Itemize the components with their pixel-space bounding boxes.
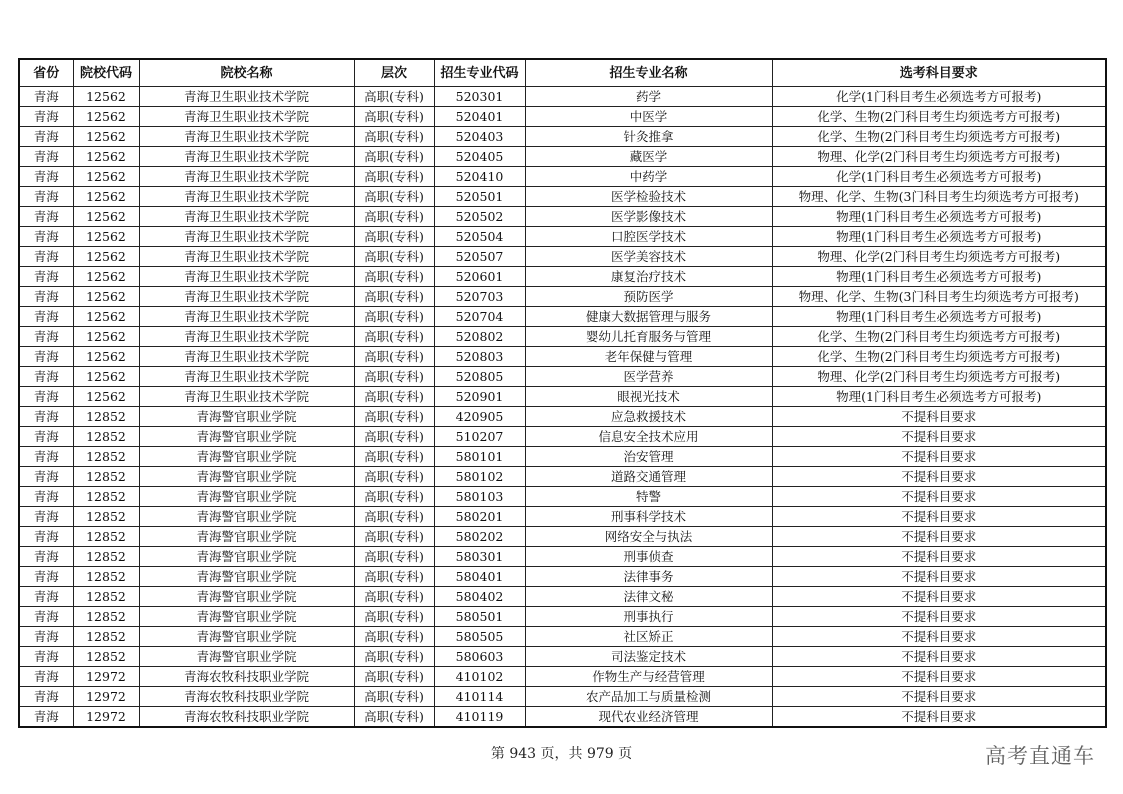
table-row (19, 287, 1106, 307)
cell-level: 高职(专科) (354, 627, 434, 647)
cell-level: 高职(专科) (354, 247, 434, 267)
cell-school-name: 青海警官职业学院 (139, 467, 354, 487)
cell-major-name: 医学美容技术 (525, 247, 772, 267)
cell-major-code: 520601 (434, 267, 525, 287)
table-row (19, 547, 1106, 567)
cell-subject-requirement: 不提科目要求 (772, 567, 1106, 587)
cell-school-code: 12852 (73, 467, 139, 487)
cell-province: 青海 (19, 467, 73, 487)
cell-school-code: 12852 (73, 607, 139, 627)
cell-subject-requirement: 化学(1门科目考生必须选考方可报考) (772, 167, 1106, 187)
cell-province: 青海 (19, 627, 73, 647)
cell-school-code: 12562 (73, 367, 139, 387)
cell-subject-requirement: 化学、生物(2门科目考生均须选考方可报考) (772, 107, 1106, 127)
cell-major-name: 中医学 (525, 107, 772, 127)
cell-subject-requirement: 物理(1门科目考生必须选考方可报考) (772, 307, 1106, 327)
cell-subject-requirement: 物理、化学、生物(3门科目考生均须选考方可报考) (772, 287, 1106, 307)
cell-school-code: 12972 (73, 707, 139, 728)
cell-major-code: 520704 (434, 307, 525, 327)
table-row (19, 687, 1106, 707)
cell-subject-requirement: 不提科目要求 (772, 667, 1106, 687)
cell-school-name: 青海警官职业学院 (139, 547, 354, 567)
cell-major-name: 老年保健与管理 (525, 347, 772, 367)
cell-school-code: 12852 (73, 427, 139, 447)
table-row (19, 707, 1106, 728)
cell-level: 高职(专科) (354, 207, 434, 227)
cell-subject-requirement: 不提科目要求 (772, 687, 1106, 707)
cell-province: 青海 (19, 587, 73, 607)
cell-school-code: 12562 (73, 287, 139, 307)
table-row (19, 647, 1106, 667)
table-row (19, 447, 1106, 467)
cell-school-code: 12562 (73, 187, 139, 207)
cell-subject-requirement: 不提科目要求 (772, 507, 1106, 527)
cell-school-name: 青海卫生职业技术学院 (139, 127, 354, 147)
cell-major-code: 580501 (434, 607, 525, 627)
cell-major-name: 口腔医学技术 (525, 227, 772, 247)
cell-subject-requirement: 物理、化学(2门科目考生均须选考方可报考) (772, 367, 1106, 387)
cell-subject-requirement: 物理(1门科目考生必须选考方可报考) (772, 227, 1106, 247)
cell-major-name: 作物生产与经营管理 (525, 667, 772, 687)
cell-subject-requirement: 不提科目要求 (772, 427, 1106, 447)
cell-level: 高职(专科) (354, 327, 434, 347)
cell-school-name: 青海卫生职业技术学院 (139, 187, 354, 207)
cell-major-name: 农产品加工与质量检测 (525, 687, 772, 707)
table-row (19, 527, 1106, 547)
cell-school-name: 青海警官职业学院 (139, 407, 354, 427)
cell-school-code: 12562 (73, 167, 139, 187)
table-row (19, 307, 1106, 327)
cell-school-code: 12562 (73, 87, 139, 107)
cell-level: 高职(专科) (354, 87, 434, 107)
cell-province: 青海 (19, 167, 73, 187)
cell-level: 高职(专科) (354, 307, 434, 327)
cell-major-code: 520405 (434, 147, 525, 167)
table-row (19, 667, 1106, 687)
admission-requirements-table (18, 58, 1107, 728)
table-header-row (19, 59, 1106, 87)
cell-major-name: 道路交通管理 (525, 467, 772, 487)
cell-province: 青海 (19, 407, 73, 427)
cell-province: 青海 (19, 547, 73, 567)
cell-province: 青海 (19, 487, 73, 507)
cell-major-code: 520703 (434, 287, 525, 307)
cell-school-name: 青海警官职业学院 (139, 567, 354, 587)
cell-major-name: 眼视光技术 (525, 387, 772, 407)
cell-school-code: 12562 (73, 207, 139, 227)
cell-subject-requirement: 物理、化学(2门科目考生均须选考方可报考) (772, 247, 1106, 267)
cell-subject-requirement: 物理(1门科目考生必须选考方可报考) (772, 207, 1106, 227)
cell-major-code: 410102 (434, 667, 525, 687)
cell-major-code: 510207 (434, 427, 525, 447)
header-subject-requirement: 选考科目要求 (772, 59, 1106, 87)
cell-major-code: 520502 (434, 207, 525, 227)
cell-subject-requirement: 不提科目要求 (772, 447, 1106, 467)
cell-school-code: 12562 (73, 147, 139, 167)
cell-level: 高职(专科) (354, 707, 434, 728)
cell-major-code: 580505 (434, 627, 525, 647)
cell-level: 高职(专科) (354, 267, 434, 287)
cell-major-name: 医学影像技术 (525, 207, 772, 227)
cell-subject-requirement: 不提科目要求 (772, 467, 1106, 487)
cell-subject-requirement: 不提科目要求 (772, 607, 1106, 627)
cell-school-name: 青海警官职业学院 (139, 587, 354, 607)
cell-major-name: 医学营养 (525, 367, 772, 387)
cell-subject-requirement: 不提科目要求 (772, 547, 1106, 567)
cell-major-code: 520802 (434, 327, 525, 347)
cell-school-name: 青海卫生职业技术学院 (139, 207, 354, 227)
cell-major-name: 刑事执行 (525, 607, 772, 627)
cell-level: 高职(专科) (354, 567, 434, 587)
cell-major-code: 520803 (434, 347, 525, 367)
cell-major-code: 410119 (434, 707, 525, 728)
cell-level: 高职(专科) (354, 647, 434, 667)
header-province: 省份 (19, 59, 73, 87)
cell-province: 青海 (19, 127, 73, 147)
cell-major-code: 420905 (434, 407, 525, 427)
cell-province: 青海 (19, 247, 73, 267)
table-row (19, 187, 1106, 207)
cell-province: 青海 (19, 507, 73, 527)
cell-major-name: 针灸推拿 (525, 127, 772, 147)
cell-subject-requirement: 不提科目要求 (772, 587, 1106, 607)
table-row (19, 587, 1106, 607)
cell-province: 青海 (19, 287, 73, 307)
cell-school-code: 12852 (73, 647, 139, 667)
cell-level: 高职(专科) (354, 587, 434, 607)
cell-school-name: 青海卫生职业技术学院 (139, 387, 354, 407)
cell-province: 青海 (19, 707, 73, 728)
cell-level: 高职(专科) (354, 687, 434, 707)
cell-major-code: 520401 (434, 107, 525, 127)
cell-province: 青海 (19, 347, 73, 367)
cell-school-code: 12852 (73, 587, 139, 607)
table-row (19, 407, 1106, 427)
cell-subject-requirement: 化学、生物(2门科目考生均须选考方可报考) (772, 327, 1106, 347)
cell-level: 高职(专科) (354, 107, 434, 127)
cell-level: 高职(专科) (354, 607, 434, 627)
cell-subject-requirement: 化学、生物(2门科目考生均须选考方可报考) (772, 127, 1106, 147)
cell-school-code: 12562 (73, 347, 139, 367)
cell-major-code: 580102 (434, 467, 525, 487)
cell-province: 青海 (19, 327, 73, 347)
cell-subject-requirement: 化学、生物(2门科目考生均须选考方可报考) (772, 347, 1106, 367)
cell-level: 高职(专科) (354, 147, 434, 167)
table-row (19, 167, 1106, 187)
cell-major-code: 580103 (434, 487, 525, 507)
table-row (19, 367, 1106, 387)
cell-major-code: 580603 (434, 647, 525, 667)
cell-subject-requirement: 不提科目要求 (772, 627, 1106, 647)
cell-major-name: 刑事科学技术 (525, 507, 772, 527)
table-row (19, 267, 1106, 287)
cell-subject-requirement: 不提科目要求 (772, 527, 1106, 547)
table-row (19, 127, 1106, 147)
table-row (19, 387, 1106, 407)
table-row (19, 607, 1106, 627)
cell-major-name: 法律文秘 (525, 587, 772, 607)
cell-school-name: 青海农牧科技职业学院 (139, 707, 354, 728)
cell-province: 青海 (19, 227, 73, 247)
cell-province: 青海 (19, 87, 73, 107)
cell-level: 高职(专科) (354, 467, 434, 487)
cell-level: 高职(专科) (354, 667, 434, 687)
cell-school-name: 青海警官职业学院 (139, 487, 354, 507)
cell-major-name: 特警 (525, 487, 772, 507)
cell-province: 青海 (19, 207, 73, 227)
cell-school-code: 12562 (73, 107, 139, 127)
table-row (19, 247, 1106, 267)
cell-subject-requirement: 物理、化学(2门科目考生均须选考方可报考) (772, 147, 1106, 167)
cell-major-name: 健康大数据管理与服务 (525, 307, 772, 327)
header-school-code: 院校代码 (73, 59, 139, 87)
cell-school-code: 12972 (73, 667, 139, 687)
cell-school-name: 青海警官职业学院 (139, 647, 354, 667)
cell-province: 青海 (19, 427, 73, 447)
cell-level: 高职(专科) (354, 287, 434, 307)
cell-major-code: 520504 (434, 227, 525, 247)
cell-major-code: 520805 (434, 367, 525, 387)
cell-major-code: 520901 (434, 387, 525, 407)
cell-major-code: 580402 (434, 587, 525, 607)
cell-major-name: 藏医学 (525, 147, 772, 167)
cell-province: 青海 (19, 367, 73, 387)
cell-school-name: 青海卫生职业技术学院 (139, 107, 354, 127)
cell-major-code: 520403 (434, 127, 525, 147)
cell-school-code: 12972 (73, 687, 139, 707)
cell-level: 高职(专科) (354, 367, 434, 387)
cell-province: 青海 (19, 107, 73, 127)
cell-school-name: 青海卫生职业技术学院 (139, 367, 354, 387)
cell-school-code: 12852 (73, 507, 139, 527)
cell-province: 青海 (19, 687, 73, 707)
cell-major-name: 婴幼儿托育服务与管理 (525, 327, 772, 347)
cell-subject-requirement: 物理(1门科目考生必须选考方可报考) (772, 267, 1106, 287)
table-row (19, 487, 1106, 507)
cell-level: 高职(专科) (354, 547, 434, 567)
cell-school-code: 12852 (73, 627, 139, 647)
cell-level: 高职(专科) (354, 447, 434, 467)
cell-school-code: 12852 (73, 567, 139, 587)
cell-school-name: 青海警官职业学院 (139, 447, 354, 467)
cell-major-code: 580201 (434, 507, 525, 527)
cell-school-name: 青海警官职业学院 (139, 427, 354, 447)
cell-major-name: 中药学 (525, 167, 772, 187)
cell-province: 青海 (19, 187, 73, 207)
cell-major-name: 社区矫正 (525, 627, 772, 647)
cell-major-name: 刑事侦查 (525, 547, 772, 567)
cell-major-name: 司法鉴定技术 (525, 647, 772, 667)
table-row (19, 87, 1106, 107)
cell-major-code: 580202 (434, 527, 525, 547)
cell-province: 青海 (19, 607, 73, 627)
table-row (19, 227, 1106, 247)
cell-major-name: 网络安全与执法 (525, 527, 772, 547)
table-row (19, 327, 1106, 347)
cell-school-code: 12852 (73, 527, 139, 547)
cell-school-name: 青海卫生职业技术学院 (139, 247, 354, 267)
cell-province: 青海 (19, 147, 73, 167)
cell-subject-requirement: 物理、化学、生物(3门科目考生均须选考方可报考) (772, 187, 1106, 207)
table-body (19, 87, 1106, 728)
cell-school-name: 青海卫生职业技术学院 (139, 227, 354, 247)
cell-school-code: 12852 (73, 547, 139, 567)
cell-major-name: 现代农业经济管理 (525, 707, 772, 728)
cell-major-name: 信息安全技术应用 (525, 427, 772, 447)
cell-level: 高职(专科) (354, 407, 434, 427)
cell-major-code: 580101 (434, 447, 525, 467)
cell-level: 高职(专科) (354, 187, 434, 207)
table-row (19, 567, 1106, 587)
cell-school-code: 12852 (73, 407, 139, 427)
cell-level: 高职(专科) (354, 127, 434, 147)
cell-province: 青海 (19, 447, 73, 467)
cell-level: 高职(专科) (354, 167, 434, 187)
cell-major-code: 520507 (434, 247, 525, 267)
cell-subject-requirement: 不提科目要求 (772, 707, 1106, 728)
cell-major-code: 520410 (434, 167, 525, 187)
cell-major-name: 康复治疗技术 (525, 267, 772, 287)
cell-school-name: 青海警官职业学院 (139, 607, 354, 627)
cell-school-code: 12852 (73, 447, 139, 467)
cell-school-code: 12562 (73, 327, 139, 347)
cell-subject-requirement: 化学(1门科目考生必须选考方可报考) (772, 87, 1106, 107)
watermark-logo: 高考直通车 (985, 744, 1095, 768)
cell-major-code: 410114 (434, 687, 525, 707)
header-school-name: 院校名称 (139, 59, 354, 87)
table-row (19, 207, 1106, 227)
table-row (19, 347, 1106, 367)
cell-level: 高职(专科) (354, 427, 434, 447)
table-row (19, 107, 1106, 127)
cell-school-code: 12562 (73, 127, 139, 147)
cell-province: 青海 (19, 647, 73, 667)
cell-province: 青海 (19, 387, 73, 407)
cell-level: 高职(专科) (354, 387, 434, 407)
header-major-name: 招生专业名称 (525, 59, 772, 87)
cell-school-name: 青海农牧科技职业学院 (139, 687, 354, 707)
cell-school-code: 12562 (73, 227, 139, 247)
cell-school-name: 青海卫生职业技术学院 (139, 327, 354, 347)
cell-major-code: 520301 (434, 87, 525, 107)
cell-major-code: 580401 (434, 567, 525, 587)
cell-major-name: 药学 (525, 87, 772, 107)
cell-major-code: 520501 (434, 187, 525, 207)
table-row (19, 427, 1106, 447)
cell-school-code: 12562 (73, 247, 139, 267)
cell-province: 青海 (19, 267, 73, 287)
cell-school-name: 青海卫生职业技术学院 (139, 287, 354, 307)
cell-school-name: 青海警官职业学院 (139, 527, 354, 547)
cell-school-code: 12562 (73, 307, 139, 327)
cell-school-name: 青海警官职业学院 (139, 627, 354, 647)
cell-school-code: 12562 (73, 267, 139, 287)
table-row (19, 627, 1106, 647)
cell-level: 高职(专科) (354, 507, 434, 527)
cell-province: 青海 (19, 667, 73, 687)
cell-school-name: 青海卫生职业技术学院 (139, 147, 354, 167)
cell-level: 高职(专科) (354, 527, 434, 547)
cell-major-name: 治安管理 (525, 447, 772, 467)
cell-major-name: 应急救援技术 (525, 407, 772, 427)
cell-school-name: 青海卫生职业技术学院 (139, 167, 354, 187)
cell-subject-requirement: 物理(1门科目考生必须选考方可报考) (772, 387, 1106, 407)
cell-school-name: 青海农牧科技职业学院 (139, 667, 354, 687)
cell-subject-requirement: 不提科目要求 (772, 407, 1106, 427)
header-level: 层次 (354, 59, 434, 87)
cell-major-code: 580301 (434, 547, 525, 567)
cell-major-name: 医学检验技术 (525, 187, 772, 207)
cell-level: 高职(专科) (354, 487, 434, 507)
cell-subject-requirement: 不提科目要求 (772, 487, 1106, 507)
cell-province: 青海 (19, 567, 73, 587)
cell-major-name: 法律事务 (525, 567, 772, 587)
cell-subject-requirement: 不提科目要求 (772, 647, 1106, 667)
table-row (19, 467, 1106, 487)
cell-level: 高职(专科) (354, 347, 434, 367)
header-major-code: 招生专业代码 (434, 59, 525, 87)
cell-school-code: 12852 (73, 487, 139, 507)
cell-school-name: 青海卫生职业技术学院 (139, 87, 354, 107)
table-row (19, 507, 1106, 527)
page-number: 第 943 页，共 979 页 (490, 746, 633, 762)
cell-school-name: 青海卫生职业技术学院 (139, 267, 354, 287)
cell-major-name: 预防医学 (525, 287, 772, 307)
cell-school-name: 青海卫生职业技术学院 (139, 347, 354, 367)
cell-province: 青海 (19, 307, 73, 327)
cell-province: 青海 (19, 527, 73, 547)
table-row (19, 147, 1106, 167)
cell-school-name: 青海卫生职业技术学院 (139, 307, 354, 327)
cell-school-code: 12562 (73, 387, 139, 407)
cell-school-name: 青海警官职业学院 (139, 507, 354, 527)
cell-level: 高职(专科) (354, 227, 434, 247)
